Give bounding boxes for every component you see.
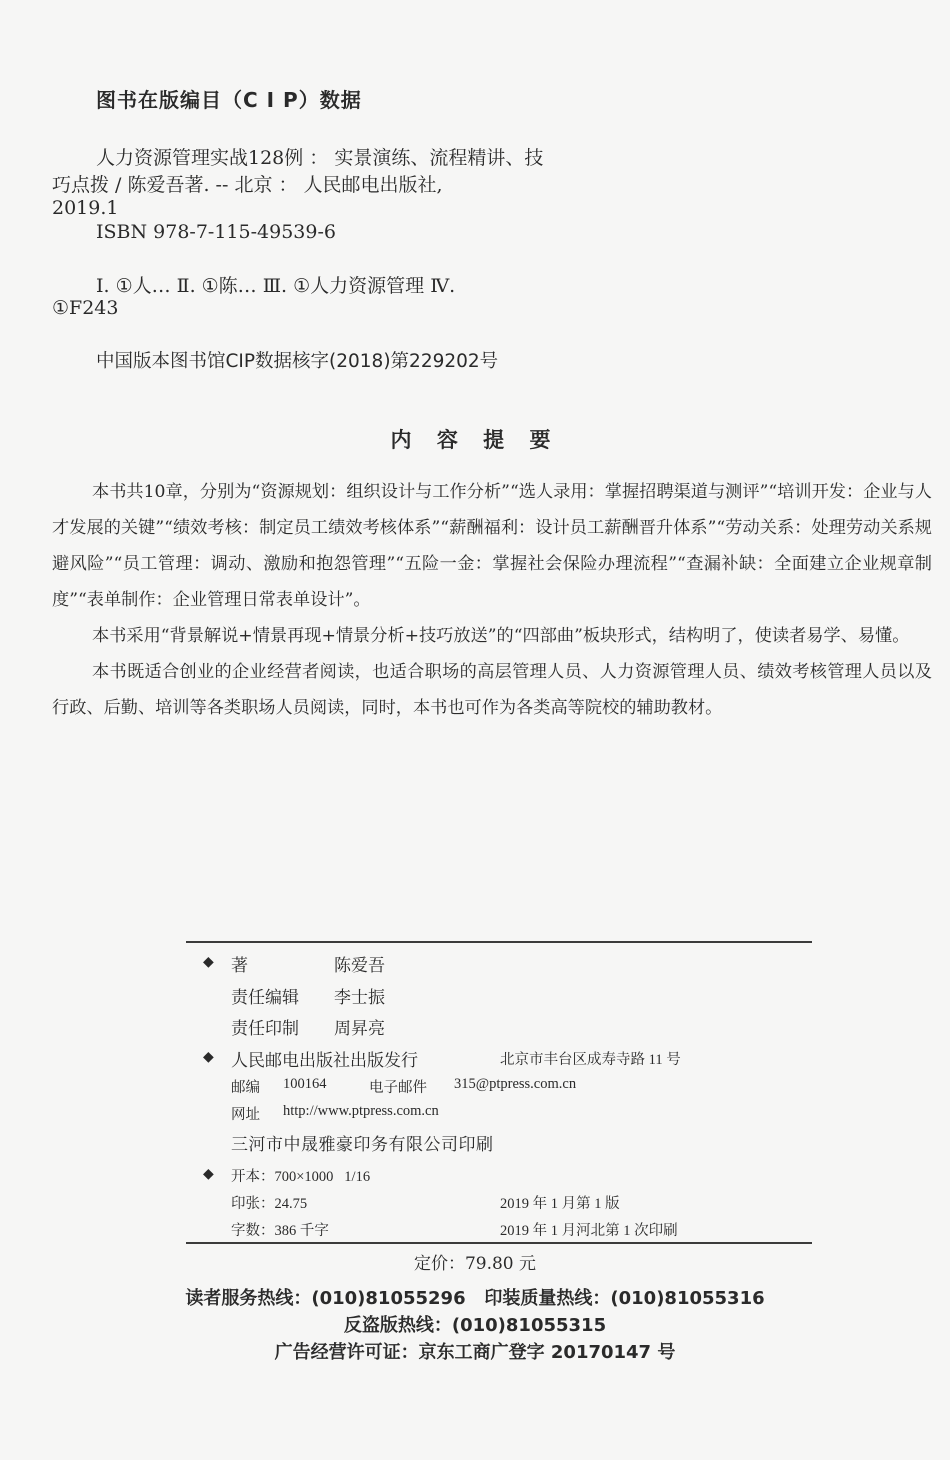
print-manager-name: 周昇亮 xyxy=(334,1019,385,1039)
service-hotlines: 读者服务热线：(010)81055296 印装质量热线：(010)81055316 xyxy=(185,1288,765,1309)
print-manager-label: 责任印制 xyxy=(231,1019,299,1039)
word-count: 字数：386 千字 xyxy=(231,1223,329,1239)
cip-isbn: ISBN 978-7-115-49539-6 xyxy=(96,221,336,243)
summary-heading: 内 容 提 要 xyxy=(390,428,560,452)
credits-bottom-rule xyxy=(186,1242,812,1244)
cip-line-3: 2019.1 xyxy=(52,197,119,219)
postcode-label: 邮编 xyxy=(231,1080,260,1096)
summary-paragraph-2: 本书采用“背景解说+情景再现+情景分析+技巧放送”的“四部曲”板块形式，结构明了，使读者易学、易懂。 xyxy=(92,626,910,646)
editor-label: 责任编辑 xyxy=(231,988,299,1008)
credits-top-rule xyxy=(186,941,812,943)
printed-sheets: 印张：24.75 xyxy=(231,1196,308,1212)
cip-title: 图书在版编目（C I P）数据 xyxy=(96,88,362,112)
cip-classification-1: Ⅰ. ①人… Ⅱ. ①陈… Ⅲ. ①人力资源管理 Ⅳ. xyxy=(96,275,456,297)
website: http://www.ptpress.com.cn xyxy=(283,1103,439,1119)
summary-paragraph-3: 本书既适合创业的企业经营者阅读，也适合职场的高层管理人员、人力资源管理人员、绩效考核管理人员以及行政、后勤、培训等各类职场人员阅读，同时，本书也可作为各类高等院校的辅助教材。 xyxy=(52,662,932,718)
cip-line-2: 巧点拨 / 陈爱吾著. -- 北京 ： 人民邮电出版社, xyxy=(52,174,443,196)
publisher: 人民邮电出版社出版发行 xyxy=(231,1051,418,1071)
author-name: 陈爱吾 xyxy=(334,956,385,976)
author-label: 著 xyxy=(231,956,248,976)
price: 定价：79.80 元 xyxy=(413,1254,537,1274)
editor-name: 李士振 xyxy=(334,988,385,1008)
cip-record-number: 中国版本图书馆CIP数据核字(2018)第229202号 xyxy=(96,351,499,372)
bullet-diamond-1: ◆ xyxy=(203,954,214,970)
printing-house: 三河市中晟雅豪印务有限公司印刷 xyxy=(231,1135,494,1155)
summary-paragraph-1: 本书共10章，分别为“资源规划：组织设计与工作分析”“选人录用：掌握招聘渠道与测评”“培训开发：企业与人才发展的关键”“绩效考核：制定员工绩效考核体系”“薪酬福利：设计员工薪酬晋升体系”“劳动关系：处理劳动关系规避风险”“员工管理：调动、激励和抱怨管理”“五险一金：掌握社会保险办理流程”“查漏补缺：全面建立企业规章制度”“表单制作：企业管理日常表单设计”。 xyxy=(52,482,932,610)
anti-piracy-hotline: 反盗版热线：(010)81055315 xyxy=(343,1315,607,1336)
book-format: 开本：700×1000 1/16 xyxy=(231,1169,371,1185)
website-label: 网址 xyxy=(231,1107,260,1123)
printing-number: 2019 年 1 月河北第 1 次印刷 xyxy=(500,1223,678,1239)
edition: 2019 年 1 月第 1 版 xyxy=(500,1196,620,1212)
cip-classification-2: ①F243 xyxy=(52,297,119,319)
advertising-license: 广告经营许可证：京东工商广登字 20170147 号 xyxy=(274,1342,676,1363)
cip-line-1: 人力资源管理实战128例 ： 实景演练、流程精讲、技 xyxy=(96,147,544,169)
publisher-address: 北京市丰台区成寿寺路 11 号 xyxy=(500,1052,681,1068)
bullet-diamond-2: ◆ xyxy=(203,1049,214,1065)
summary-body xyxy=(52,474,932,726)
bullet-diamond-3: ◆ xyxy=(203,1166,214,1182)
email: 315@ptpress.com.cn xyxy=(454,1076,577,1092)
email-label: 电子邮件 xyxy=(369,1080,427,1096)
postcode: 100164 xyxy=(283,1076,327,1092)
